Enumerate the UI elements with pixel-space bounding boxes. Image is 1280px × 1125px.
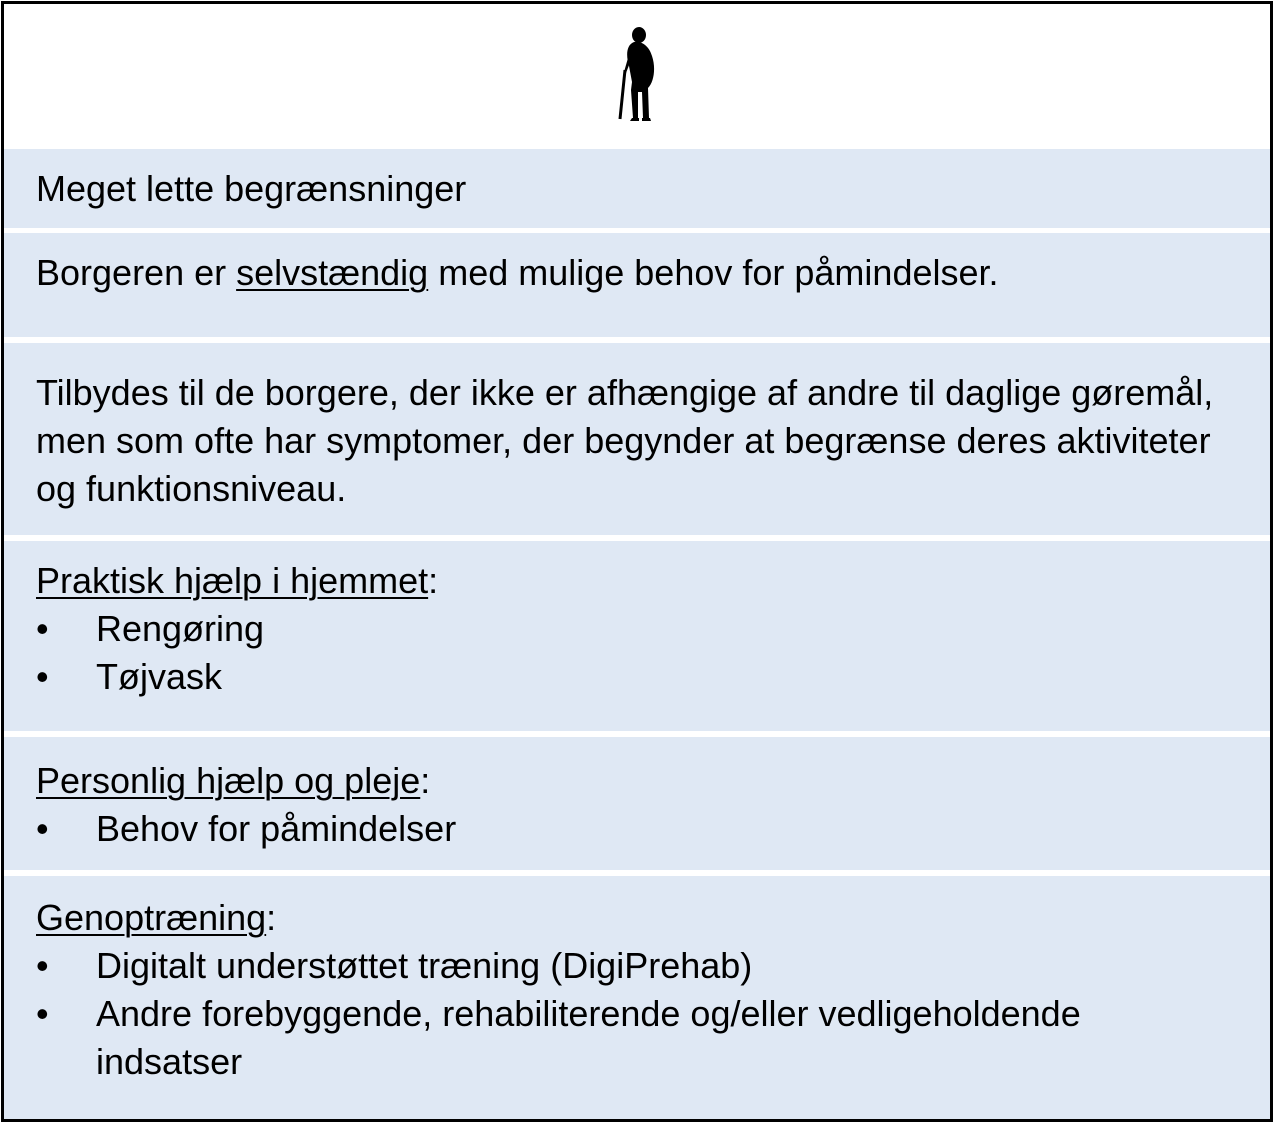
section-heading (36, 894, 1230, 942)
section-title: Personlig hjælp og pleje (36, 760, 421, 801)
list-item-text: Tøjvask (96, 656, 222, 697)
section-row-personal (4, 737, 1270, 870)
list-item (36, 605, 1230, 653)
list-item-text: Digitalt understøttet træning (DigiPrehab) (96, 945, 753, 986)
list-item (36, 942, 1230, 990)
bullet-icon: • (36, 656, 49, 697)
section-colon: : (420, 760, 431, 801)
card-header (4, 4, 1270, 149)
bullet-icon: • (36, 808, 49, 849)
independence-text (36, 249, 999, 297)
elderly-person-with-cane-icon (614, 26, 666, 122)
independence-underlined: selvstændig (236, 252, 429, 293)
section-list (36, 605, 1230, 701)
list-item-text: Behov for påmindelser (96, 808, 457, 849)
independence-before: Borgeren er (36, 252, 237, 293)
description-row (4, 343, 1270, 535)
description-text: Tilbydes til de borgere, der ikke er afhængige af andre til daglige gøremål, men som ofte har symptomer, der begynder at begrænse deres aktiviteter og funktionsniveau. (36, 372, 1214, 509)
list-item (36, 990, 1230, 1086)
list-item (36, 805, 1230, 853)
list-item-text: Andre forebyggende, rehabiliterende og/eller vedligeholdende indsatser (96, 993, 1081, 1082)
list-item (36, 653, 1230, 701)
section-row-practical (4, 541, 1270, 731)
info-card (1, 1, 1273, 1122)
section-row-rehab (4, 876, 1270, 1119)
bullet-icon: • (36, 945, 49, 986)
level-row (4, 149, 1270, 228)
independence-row (4, 233, 1270, 337)
bullet-icon: • (36, 993, 49, 1034)
section-title: Genoptræning (36, 897, 267, 938)
section-title: Praktisk hjælp i hjemmet (36, 560, 429, 601)
level-text: Meget lette begrænsninger (36, 168, 467, 209)
section-heading (36, 757, 1230, 805)
section-list (36, 805, 1230, 853)
bullet-icon: • (36, 608, 49, 649)
list-item-text: Rengøring (96, 608, 265, 649)
section-colon: : (266, 897, 277, 938)
section-list (36, 942, 1230, 1086)
section-heading (36, 557, 1230, 605)
independence-after: med mulige behov for påmindelser. (428, 252, 999, 293)
section-colon: : (428, 560, 439, 601)
